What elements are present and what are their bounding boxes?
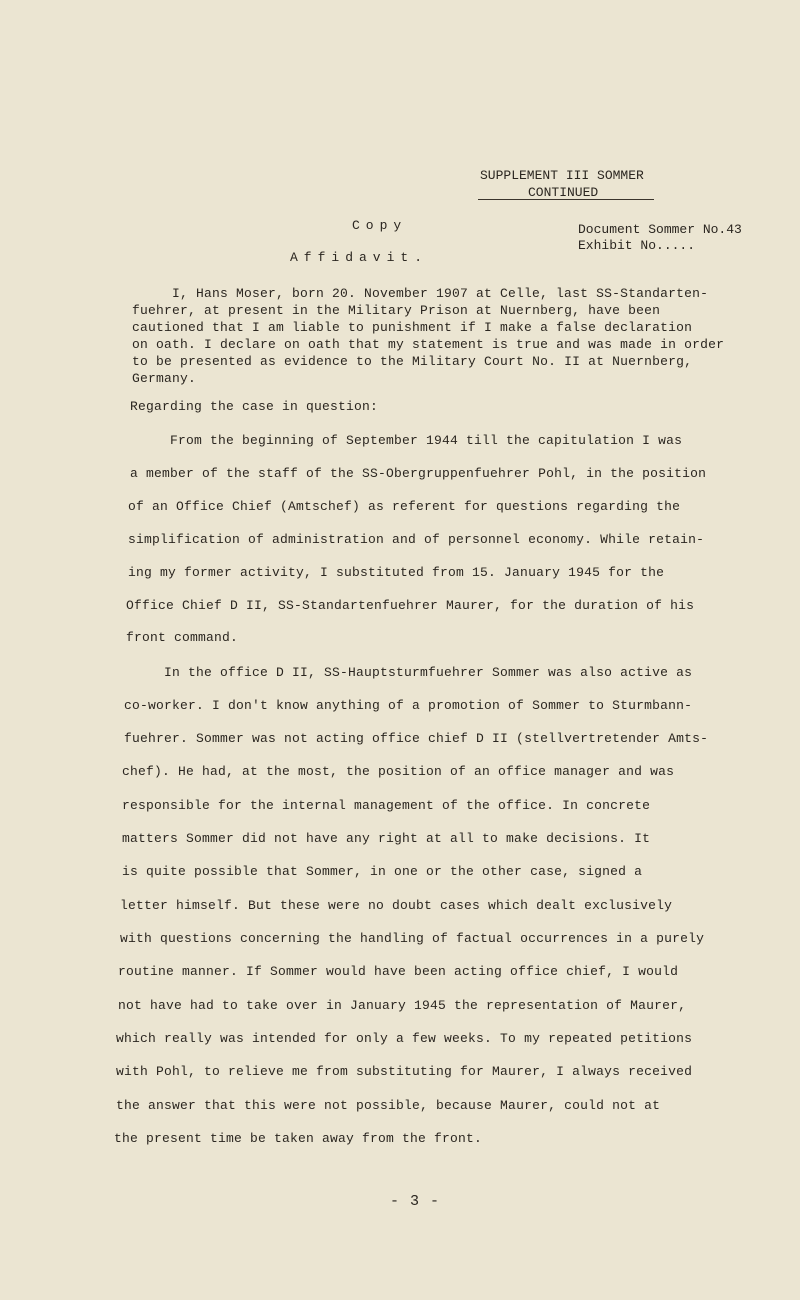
paragraph-2-line: not have had to take over in January 1945 the representation of Maurer, [118, 998, 687, 1013]
paragraph-1-line: of an Office Chief (Amtschef) as referent for questions regarding the [128, 499, 681, 514]
paragraph-1-line: simplification of administration and of personnel economy. While retain- [128, 532, 705, 547]
page-number: - 3 - [390, 1193, 441, 1210]
paragraph-1-line: ing my former activity, I substituted from 15. January 1945 for the [128, 565, 665, 580]
continued-label: CONTINUED [528, 185, 599, 200]
paragraph-2-line: fuehrer. Sommer was not acting office chief D II (stellvertretender Amts- [124, 731, 709, 746]
exhibit-reference: Exhibit No..... [578, 238, 696, 253]
paragraph-2-line: letter himself. But these were no doubt cases which dealt exclusively [120, 898, 673, 913]
paragraph-2-line: with Pohl, to relieve me from substituting for Maurer, I always received [116, 1064, 693, 1079]
paragraph-2-line: responsible for the internal management of the office. In concrete [122, 798, 651, 813]
intro-line: cautioned that I am liable to punishment if I make a false declaration [132, 320, 693, 335]
paragraph-2-line: matters Sommer did not have any right at all to make decisions. It [122, 831, 651, 846]
paragraph-2-line: with questions concerning the handling of factual occurrences in a purely [120, 931, 705, 946]
paragraph-2-line: In the office D II, SS-Hauptsturmfuehrer Sommer was also active as [164, 665, 693, 680]
paragraph-2-line: the answer that this were not possible, because Maurer, could not at [116, 1098, 661, 1113]
paragraph-1-line: Office Chief D II, SS-Standartenfuehrer Maurer, for the duration of his [126, 598, 695, 613]
header-rule [478, 199, 654, 200]
page-title: Affidavit. [290, 250, 429, 265]
paragraph-2-line: chef). He had, at the most, the position of an office manager and was [122, 764, 675, 779]
copy-label: Copy [352, 218, 408, 233]
intro-line: to be presented as evidence to the Military Court No. II at Nuernberg, [132, 354, 693, 369]
paragraph-1-line: a member of the staff of the SS-Obergruppenfuehrer Pohl, in the position [130, 466, 707, 481]
paragraph-1-line: From the beginning of September 1944 till the capitulation I was [170, 433, 683, 448]
supplement-label: SUPPLEMENT III SOMMER [480, 168, 644, 183]
paragraph-2-line: co-worker. I don't know anything of a promotion of Sommer to Sturmbann- [124, 698, 693, 713]
paragraph-2-line: is quite possible that Sommer, in one or the other case, signed a [122, 864, 643, 879]
paragraph-2-line: the present time be taken away from the front. [114, 1131, 483, 1146]
intro-line: fuehrer, at present in the Military Prison at Nuernberg, have been [132, 303, 661, 318]
regarding-line: Regarding the case in question: [130, 399, 379, 414]
intro-line: Germany. [132, 371, 197, 386]
document-reference: Document Sommer No.43 [578, 222, 742, 237]
paragraph-2-line: which really was intended for only a few weeks. To my repeated petitions [116, 1031, 693, 1046]
paragraph-2-line: routine manner. If Sommer would have been acting office chief, I would [118, 964, 679, 979]
intro-line: I, Hans Moser, born 20. November 1907 at Celle, last SS-Standarten- [172, 286, 709, 301]
paragraph-1-line: front command. [126, 630, 239, 645]
intro-line: on oath. I declare on oath that my statement is true and was made in order [132, 337, 725, 352]
